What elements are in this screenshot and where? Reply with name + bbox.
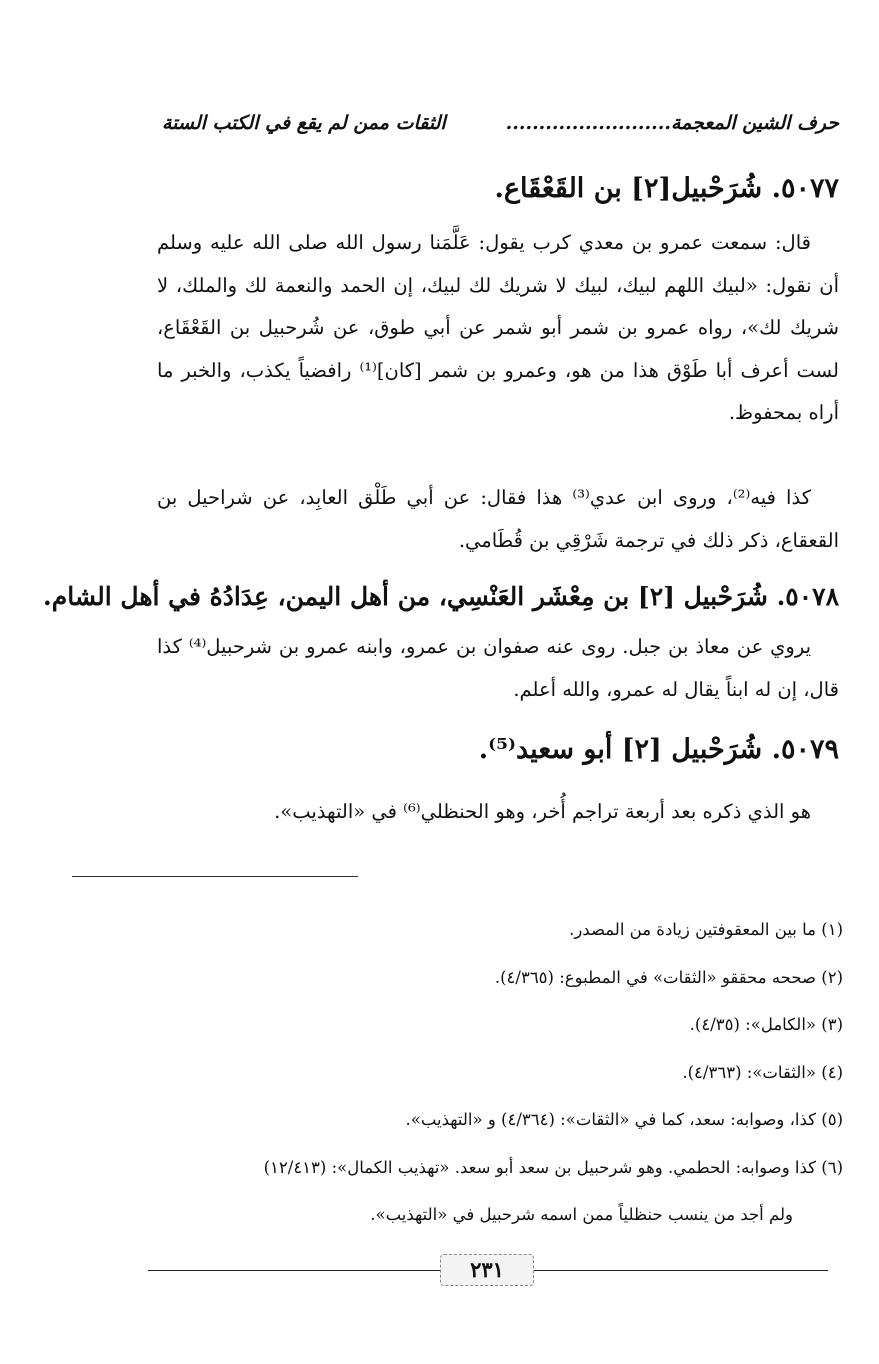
footnote-1: (١) ما بين المعقوفتين زيادة من المصدر. (569, 920, 843, 939)
entry-title-5077: ٥٠٧٧. شُرَحْبيل[٢] بن القَعْقَاع. (494, 173, 839, 204)
entry-title-5078: ٥٠٧٨. شُرَحْبيل [٢] بن مِعْشَر العَنْسِي، من أهل اليمن، عِدَادُهُ في أهل الشام. (43, 582, 839, 611)
footnote-4: (٤) «الثقات»: (٤/٣٦٣). (682, 1062, 843, 1082)
footnotes (143, 906, 843, 1239)
entry-title-5079: ٥٠٧٩. شُرَحْبيل [٢] أبو سعيد⁽⁵⁾. (478, 734, 839, 765)
footer-rule-right (532, 1270, 828, 1271)
entry-5078-paragraph-1: يروي عن معاذ بن جبل. روى عنه صفوان بن عمرو، وابنه عمرو بن شرحبيل⁽⁴⁾ كذا قال، إن له ابناً يقال له عمرو، والله أعلم. (157, 635, 839, 701)
running-header (162, 112, 839, 134)
footnote-3: (٣) «الكامل»: (٤/٣٥). (689, 1015, 843, 1034)
header-book-title: الثقات ممن لم يقع في الكتب الستة (162, 112, 446, 134)
entry-5079-paragraph-1: هو الذي ذكره بعد أربعة تراجم أُخر، وهو الحنظلي⁽⁶⁾ في «التهذيب». (274, 800, 811, 823)
entry-5077-paragraph-1: قال: سمعت عمرو بن معدي كرب يقول: عَلَّمَنا رسول الله صلى الله عليه وسلم أن نقول: «لبيك اللهم لبيك، لبيك لا شريك لك لبيك، إن الحمد والنعمة لك والملك، لا شريك لك»، رواه عمرو بن شمر أبو شمر عن أبي طوق، عن شُرحبيل بن القَعْقَاع، لست أعرف أبا طَوْق هذا من هو، وعمرو بن شمر [كان]⁽¹⁾ رافضياً يكذب، والخبر ما أراه بمحفوظ. (157, 231, 840, 424)
header-chapter: حرف الشين المعجمة......................... (505, 112, 839, 134)
footer-rule-left (148, 1270, 440, 1271)
footnote-separator (72, 876, 358, 877)
footnote-2: (٢) صححه محققو «الثقات» في المطبوع: (٤/٣٦٥). (494, 967, 843, 987)
entry-5077-paragraph-2: كذا فيه⁽²⁾، وروى ابن عدي⁽³⁾ هذا فقال: عن أبي طَلْق العابِد، عن شراحيل بن القعقاع، ذكر ذلك في ترجمة شَرْقِي بن قُطَامي. (157, 486, 839, 552)
footnote-6-continued: ولم أجد من ينسب حنظلياً ممن اسمه شرحبيل في «التهذيب». (370, 1205, 793, 1224)
page-number: ٢٣١ (440, 1254, 534, 1286)
footnote-6: (٦) كذا وصوابه: الحطمي. وهو شرحبيل بن سعد أبو سعد. «تهذيب الكمال»: (١٢/٤١٣) (263, 1157, 843, 1177)
footnote-5: (٥) كذا، وصوابه: سعد، كما في «الثقات»: (٤/٣٦٤) و «التهذيب». (405, 1110, 843, 1129)
